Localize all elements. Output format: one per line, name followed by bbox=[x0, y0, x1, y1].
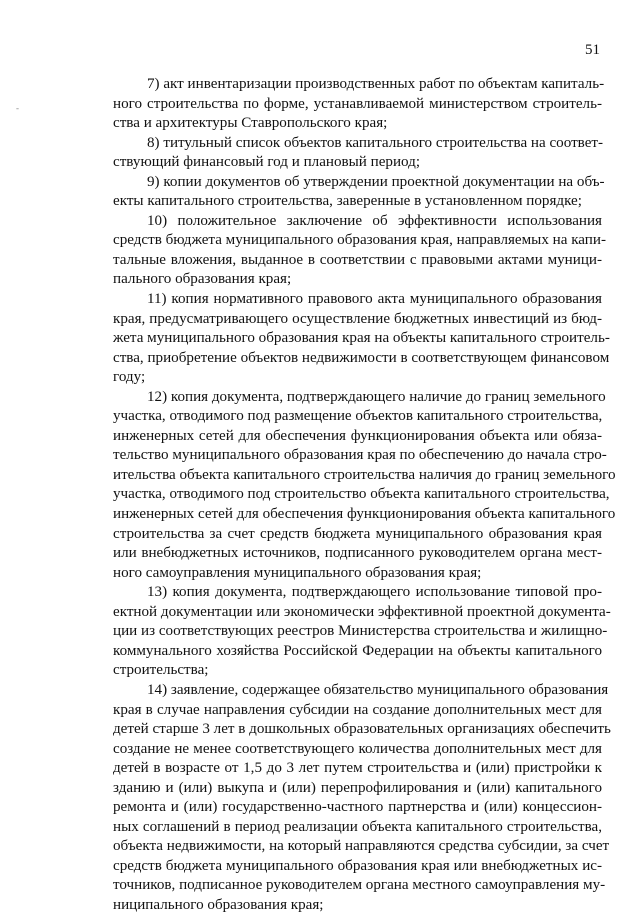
text-line: ного самоуправления муниципального образования края; bbox=[113, 564, 482, 581]
text-line: строительства; bbox=[113, 662, 209, 679]
paragraph-11 bbox=[113, 290, 610, 388]
paragraph-14 bbox=[113, 681, 611, 916]
text-line: средств бюджета муниципального образования края, направляемых на капи- bbox=[113, 232, 606, 249]
text-line: екты капитального строительства, заверенные в установленном порядке; bbox=[113, 193, 582, 210]
text-line: 14) заявление, содержащее обязательство муниципального образования bbox=[147, 681, 609, 698]
text-line: ного строительства по форме, устанавливаемой министерством строитель- bbox=[113, 95, 602, 112]
text-line: ниципального образования края; bbox=[113, 896, 324, 913]
text-line: пального образования края; bbox=[113, 271, 292, 288]
text-line: объекта недвижимости, на который направляются средства субсидии, за счет bbox=[113, 838, 610, 855]
text-line: ствующий финансовый год и плановый период; bbox=[113, 154, 421, 171]
text-line: 13) копия документа, подтверждающего использование типовой про- bbox=[147, 584, 602, 601]
text-line: края, предусматривающего осуществление бюджетных инвестиций из бюд- bbox=[113, 310, 602, 327]
text-line: строительства за счет средств бюджета муниципального образования края bbox=[113, 525, 602, 542]
text-line: году; bbox=[113, 369, 146, 386]
text-line: ства, приобретение объектов недвижимости в соответствующем финансовом bbox=[113, 349, 610, 366]
text-line: или внебюджетных источников, подписанного руководителем органа мест- bbox=[113, 545, 602, 562]
text-line: детей старше 3 лет в дошкольных образовательных организациях обеспечить bbox=[113, 721, 611, 738]
text-line: тальные вложения, выданное в соответствии с правовыми актами муници- bbox=[113, 251, 602, 268]
paragraph-7 bbox=[113, 75, 605, 134]
text-line: края в случае направления субсидии на создание дополнительных мест для bbox=[113, 701, 602, 718]
text-line: 12) копия документа, подтверждающего наличие до границ земельного bbox=[147, 388, 606, 405]
text-line: ции из соответствующих реестров Министерства строительства и жилищно- bbox=[113, 623, 608, 640]
text-line: 11) копия нормативного правового акта муниципального образования bbox=[147, 291, 602, 308]
text-line: зданию и (или) выкупа и (или) перепрофилирования и (или) капитального bbox=[113, 779, 602, 796]
text-line: 10) положительное заключение об эффективности использования bbox=[147, 212, 602, 229]
paragraph-13 bbox=[113, 583, 611, 681]
text-line: ных соглашений в период реализации объекта капитального строительства, bbox=[113, 818, 602, 835]
text-line: участка, отводимого под строительство объекта капитального строительства, bbox=[113, 486, 610, 503]
paragraph-12 bbox=[113, 388, 616, 583]
text-line: создание не менее соответствующего количества дополнительных мест для bbox=[113, 740, 602, 757]
text-line: средств бюджета муниципального образования края или внебюджетных ис- bbox=[113, 857, 602, 874]
text-line: 9) копии документов об утверждении проектной документации на объ- bbox=[147, 173, 605, 190]
text-line: участка, отводимого под размещение объектов капитального строительства, bbox=[113, 408, 603, 425]
page-number: 51 bbox=[585, 42, 600, 58]
text-line: инженерных сетей для обеспечения функционирования объекта или обяза- bbox=[113, 427, 602, 444]
text-line: ектной документации или экономически эффективной проектной документа- bbox=[113, 603, 611, 620]
text-line: жета муниципального образования края на объекты капитального строитель- bbox=[113, 330, 610, 347]
paragraph-9 bbox=[113, 173, 605, 212]
text-line: инженерных сетей для обеспечения функционирования объекта капитального bbox=[113, 506, 616, 523]
text-line: коммунального хозяйства Российской Федерации на объекты капитального bbox=[113, 642, 602, 659]
document-body bbox=[113, 75, 616, 916]
margin-mark: - bbox=[16, 103, 19, 113]
paragraph-10 bbox=[113, 212, 606, 290]
text-line: точников, подписанное руководителем органа местного самоуправления му- bbox=[113, 877, 606, 894]
text-line: тельство муниципального образования края по обеспечению до начала стро- bbox=[113, 447, 607, 464]
text-line: ства и архитектуры Ставропольского края; bbox=[113, 115, 388, 132]
text-line: ремонта и (или) государственно-частного партнерства и (или) концессион- bbox=[113, 799, 602, 816]
text-line: ительства объекта капитального строительства наличия до границ земельного bbox=[113, 466, 616, 483]
text-line: 7) акт инвентаризации производственных работ по объектам капиталь- bbox=[147, 76, 605, 92]
paragraph-8 bbox=[113, 134, 602, 173]
text-line: детей в возрасте от 1,5 до 3 лет путем строительства и (или) пристройки к bbox=[113, 760, 602, 777]
text-line: 8) титульный список объектов капитального строительства на соответ- bbox=[147, 134, 604, 151]
